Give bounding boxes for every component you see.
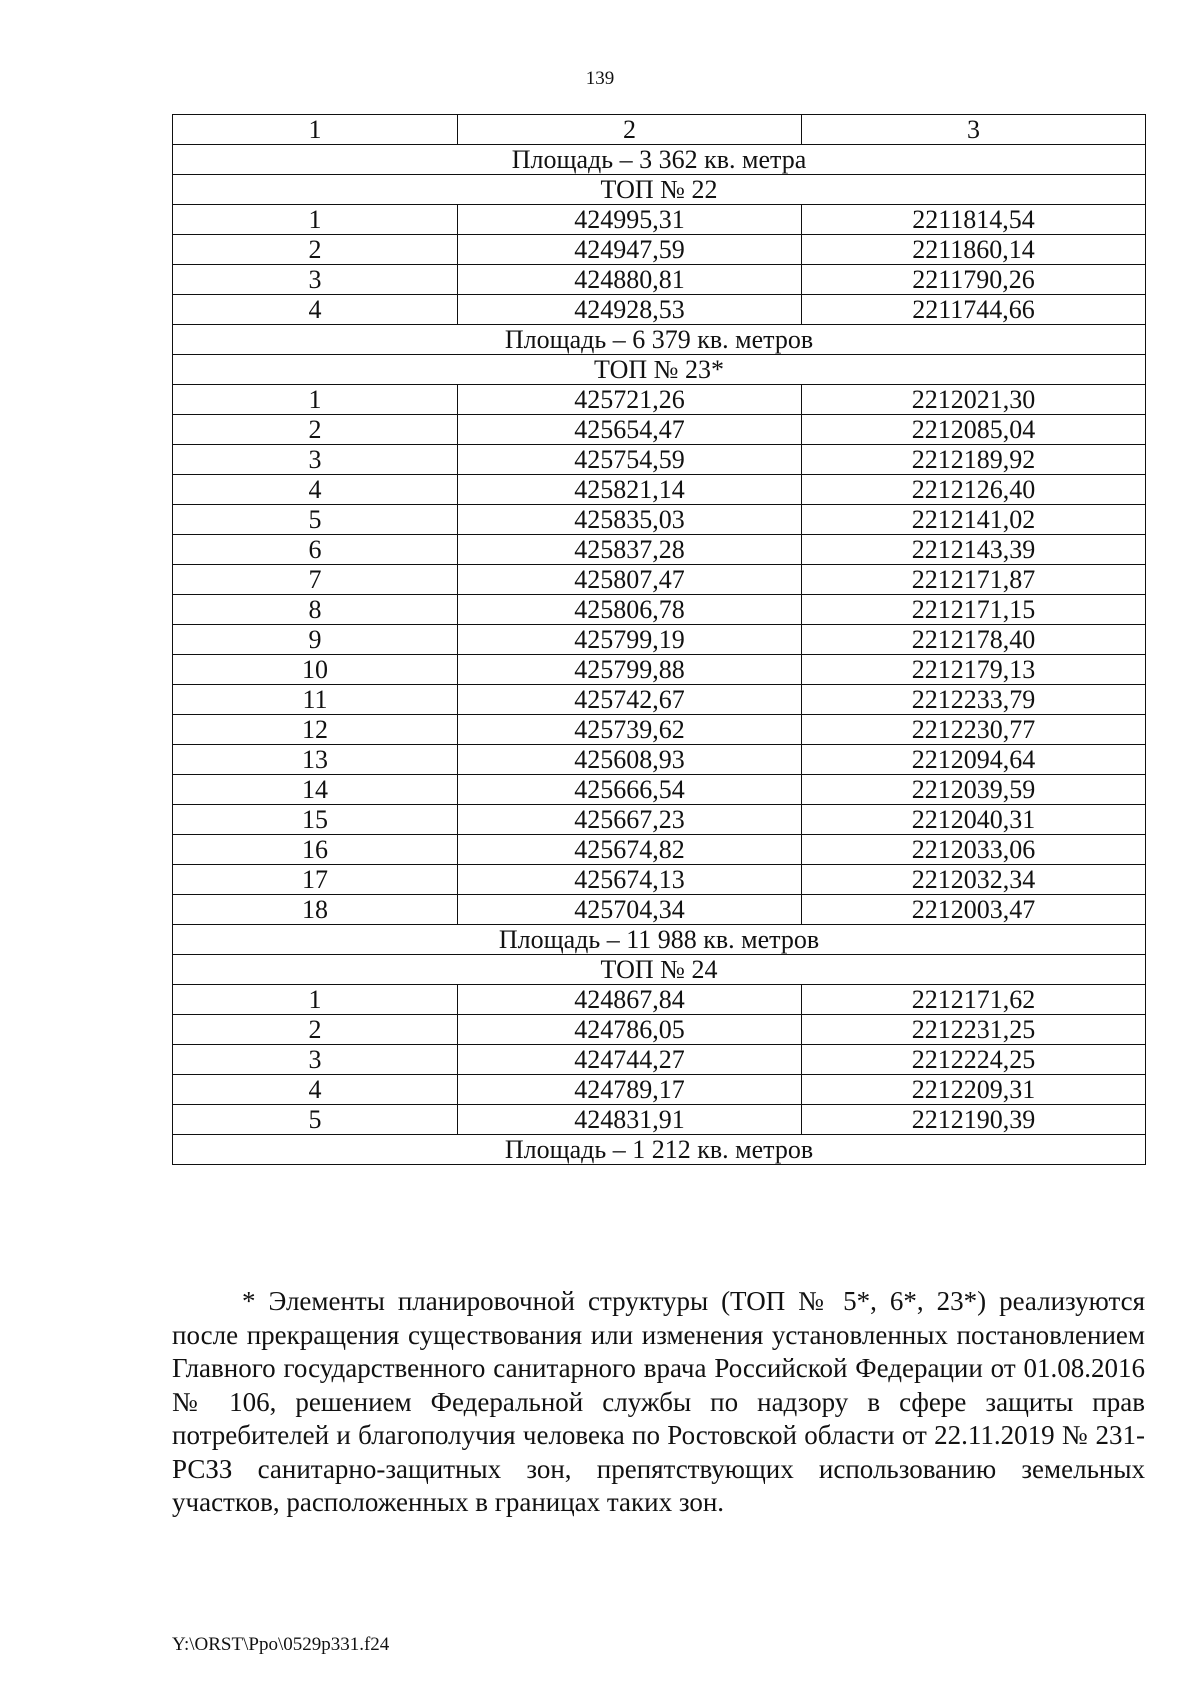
y-coordinate-cell: 2212039,59 [802,775,1146,805]
x-coordinate-cell: 424867,84 [458,985,802,1015]
table-row [173,625,1146,655]
y-coordinate-cell: 2212021,30 [802,385,1146,415]
x-coordinate-cell: 425674,82 [458,835,802,865]
x-coordinate-cell: 424947,59 [458,235,802,265]
y-coordinate-cell: 2212209,31 [802,1075,1146,1105]
table-row [173,835,1146,865]
y-coordinate-cell: 2211814,54 [802,205,1146,235]
point-number-cell: 1 [173,385,458,415]
table-row [173,295,1146,325]
y-coordinate-cell: 2212189,92 [802,445,1146,475]
table-row [173,235,1146,265]
table-row [173,475,1146,505]
y-coordinate-cell: 2212230,77 [802,715,1146,745]
area-summary: Площадь – 11 988 кв. метров [173,925,1146,955]
area-summary-row [173,145,1146,175]
table-header-row [173,115,1146,145]
point-number-cell: 6 [173,535,458,565]
area-summary: Площадь – 3 362 кв. метра [173,145,1146,175]
y-coordinate-cell: 2211744,66 [802,295,1146,325]
table-row [173,1015,1146,1045]
point-number-cell: 14 [173,775,458,805]
point-number-cell: 15 [173,805,458,835]
point-number-cell: 3 [173,1045,458,1075]
point-number-cell: 11 [173,685,458,715]
table-row [173,985,1146,1015]
area-summary-row [173,1135,1146,1165]
point-number-cell: 1 [173,985,458,1015]
point-number-cell: 3 [173,265,458,295]
point-number-cell: 4 [173,1075,458,1105]
coordinates-table [172,114,1146,1165]
x-coordinate-cell: 425835,03 [458,505,802,535]
y-coordinate-cell: 2212033,06 [802,835,1146,865]
top-title: ТОП № 22 [173,175,1146,205]
table-row [173,565,1146,595]
page-number: 139 [585,68,615,89]
y-coordinate-cell: 2212085,04 [802,415,1146,445]
x-coordinate-cell: 425837,28 [458,535,802,565]
y-coordinate-cell: 2212224,25 [802,1045,1146,1075]
point-number-cell: 13 [173,745,458,775]
point-number-cell: 3 [173,445,458,475]
y-coordinate-cell: 2212179,13 [802,655,1146,685]
point-number-cell: 4 [173,475,458,505]
point-number-cell: 8 [173,595,458,625]
point-number-cell: 10 [173,655,458,685]
point-number-cell: 16 [173,835,458,865]
table-row [173,445,1146,475]
point-number-cell: 2 [173,1015,458,1045]
point-number-cell: 5 [173,1105,458,1135]
table-row [173,895,1146,925]
x-coordinate-cell: 425799,19 [458,625,802,655]
x-coordinate-cell: 424789,17 [458,1075,802,1105]
point-number-cell: 12 [173,715,458,745]
y-coordinate-cell: 2212233,79 [802,685,1146,715]
point-number-cell: 1 [173,205,458,235]
table-row [173,1045,1146,1075]
y-coordinate-cell: 2212126,40 [802,475,1146,505]
header-cell-x: 2 [458,115,802,145]
top-title-row [173,955,1146,985]
y-coordinate-cell: 2212040,31 [802,805,1146,835]
x-coordinate-cell: 424744,27 [458,1045,802,1075]
x-coordinate-cell: 425806,78 [458,595,802,625]
point-number-cell: 7 [173,565,458,595]
header-cell-point: 1 [173,115,458,145]
table-row [173,265,1146,295]
table-row [173,415,1146,445]
y-coordinate-cell: 2211860,14 [802,235,1146,265]
x-coordinate-cell: 425704,34 [458,895,802,925]
y-coordinate-cell: 2212190,39 [802,1105,1146,1135]
point-number-cell: 17 [173,865,458,895]
y-coordinate-cell: 2212003,47 [802,895,1146,925]
file-path: Y:\ORST\Ppo\0529p331.f24 [172,1634,390,1655]
table-row [173,715,1146,745]
x-coordinate-cell: 425821,14 [458,475,802,505]
table-row [173,865,1146,895]
y-coordinate-cell: 2212143,39 [802,535,1146,565]
table-row [173,535,1146,565]
y-coordinate-cell: 2212171,15 [802,595,1146,625]
table-row [173,505,1146,535]
y-coordinate-cell: 2212178,40 [802,625,1146,655]
table-row [173,655,1146,685]
x-coordinate-cell: 425742,67 [458,685,802,715]
table-row [173,805,1146,835]
table-row [173,1105,1146,1135]
x-coordinate-cell: 425721,26 [458,385,802,415]
x-coordinate-cell: 425667,23 [458,805,802,835]
point-number-cell: 4 [173,295,458,325]
area-summary-row [173,325,1146,355]
point-number-cell: 2 [173,415,458,445]
header-cell-y: 3 [802,115,1146,145]
table-row [173,385,1146,415]
x-coordinate-cell: 425608,93 [458,745,802,775]
table-row [173,1075,1146,1105]
y-coordinate-cell: 2211790,26 [802,265,1146,295]
x-coordinate-cell: 425739,62 [458,715,802,745]
x-coordinate-cell: 425754,59 [458,445,802,475]
x-coordinate-cell: 424786,05 [458,1015,802,1045]
x-coordinate-cell: 424995,31 [458,205,802,235]
top-title: ТОП № 23* [173,355,1146,385]
coordinates-table-body [173,115,1146,1165]
x-coordinate-cell: 425807,47 [458,565,802,595]
point-number-cell: 9 [173,625,458,655]
x-coordinate-cell: 425666,54 [458,775,802,805]
footnote-text: * Элементы планировочной структуры (ТОП № 5*, 6*, 23*) реализуются после прекращения существования или изменения установленных постановлением Главного государственного санитарного врача Российской Федерации от 01.08.2016 № 106, решением Федеральной службы по надзору в сфере защиты прав потребителей и благополучия человека по Ростовской области от 22.11.2019 № 231-РСЗЗ санитарно-защитных зон, препятствующих использованию земельных участков, расположенных в границах таких зон. [172,1286,1145,1517]
point-number-cell: 2 [173,235,458,265]
table-row [173,205,1146,235]
y-coordinate-cell: 2212094,64 [802,745,1146,775]
area-summary: Площадь – 6 379 кв. метров [173,325,1146,355]
y-coordinate-cell: 2212231,25 [802,1015,1146,1045]
x-coordinate-cell: 424831,91 [458,1105,802,1135]
y-coordinate-cell: 2212141,02 [802,505,1146,535]
table-row [173,775,1146,805]
y-coordinate-cell: 2212171,62 [802,985,1146,1015]
point-number-cell: 5 [173,505,458,535]
area-summary-row [173,925,1146,955]
top-title-row [173,355,1146,385]
table-row [173,745,1146,775]
table-row [173,685,1146,715]
x-coordinate-cell: 424928,53 [458,295,802,325]
x-coordinate-cell: 425799,88 [458,655,802,685]
y-coordinate-cell: 2212171,87 [802,565,1146,595]
point-number-cell: 18 [173,895,458,925]
top-title-row [173,175,1146,205]
area-summary: Площадь – 1 212 кв. метров [173,1135,1146,1165]
top-title: ТОП № 24 [173,955,1146,985]
x-coordinate-cell: 425654,47 [458,415,802,445]
x-coordinate-cell: 424880,81 [458,265,802,295]
x-coordinate-cell: 425674,13 [458,865,802,895]
table-row [173,595,1146,625]
y-coordinate-cell: 2212032,34 [802,865,1146,895]
